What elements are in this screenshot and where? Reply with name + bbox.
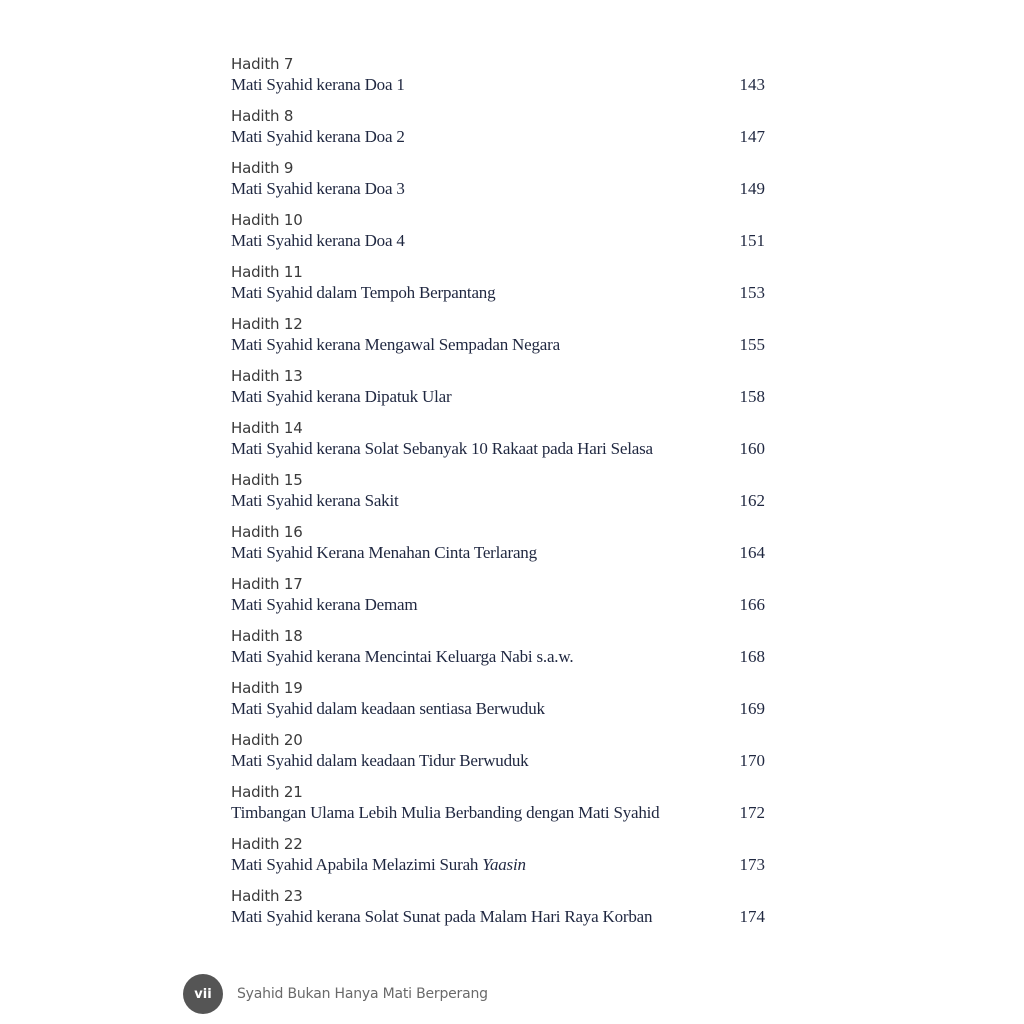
entry-title: Mati Syahid kerana Mengawal Sempadan Negara (231, 335, 560, 354)
toc-entry (231, 886, 771, 938)
entry-title: Mati Syahid kerana Doa 2 (231, 127, 405, 146)
hadith-label: Hadith 9 (231, 159, 294, 177)
toc-entry (231, 314, 771, 366)
hadith-label: Hadith 14 (231, 419, 303, 437)
toc-entry (231, 366, 771, 418)
entry-title: Mati Syahid kerana Doa 3 (231, 179, 405, 198)
toc-entry (231, 210, 771, 262)
entry-page-number: 172 (739, 803, 765, 822)
entry-page-number: 174 (739, 907, 765, 926)
entry-page-number: 147 (739, 127, 765, 146)
entry-title: Mati Syahid kerana Sakit (231, 491, 399, 510)
running-title: Syahid Bukan Hanya Mati Berperang (237, 986, 488, 1002)
entry-page-number: 162 (739, 491, 765, 510)
entry-page-number: 143 (739, 75, 765, 94)
entry-title: Mati Syahid kerana Solat Sebanyak 10 Rakaat pada Hari Selasa (231, 439, 653, 458)
toc-entry (231, 730, 771, 782)
toc-entry (231, 262, 771, 314)
entry-page-number: 164 (739, 543, 765, 562)
hadith-label: Hadith 12 (231, 315, 303, 333)
entry-page-number: 155 (739, 335, 765, 354)
entry-title: Mati Syahid kerana Dipatuk Ular (231, 387, 452, 406)
entry-title-text: Mati Syahid Apabila Melazimi Surah (231, 855, 483, 874)
entry-page-number: 168 (739, 647, 765, 666)
hadith-label: Hadith 18 (231, 627, 303, 645)
entry-title (231, 854, 526, 876)
hadith-label: Hadith 22 (231, 835, 303, 853)
toc-entry (231, 678, 771, 730)
entry-page-number: 149 (739, 179, 765, 198)
toc-entry (231, 418, 771, 470)
entry-page-number: 166 (739, 595, 765, 614)
entry-title: Mati Syahid dalam keadaan sentiasa Berwuduk (231, 699, 545, 718)
hadith-label: Hadith 20 (231, 731, 303, 749)
hadith-label: Hadith 15 (231, 471, 303, 489)
toc-entry (231, 834, 771, 886)
hadith-label: Hadith 8 (231, 107, 294, 125)
page-number-badge: vii (183, 974, 223, 1014)
entry-title: Mati Syahid kerana Doa 1 (231, 75, 405, 94)
entry-page-number: 173 (739, 855, 765, 874)
entry-page-number: 169 (739, 699, 765, 718)
toc-entry (231, 106, 771, 158)
entry-title: Mati Syahid dalam Tempoh Berpantang (231, 283, 496, 302)
hadith-label: Hadith 13 (231, 367, 303, 385)
entry-title: Mati Syahid kerana Doa 4 (231, 231, 405, 250)
entry-page-number: 153 (739, 283, 765, 302)
entry-title: Mati Syahid dalam keadaan Tidur Berwuduk (231, 751, 529, 770)
toc-entry (231, 522, 771, 574)
hadith-label: Hadith 17 (231, 575, 303, 593)
toc-entry (231, 782, 771, 834)
toc-entry (231, 54, 771, 106)
table-of-contents (231, 54, 771, 938)
entry-title: Mati Syahid kerana Mencintai Keluarga Nabi s.a.w. (231, 647, 574, 666)
entry-title: Mati Syahid kerana Demam (231, 595, 418, 614)
entry-title: Mati Syahid Kerana Menahan Cinta Terlarang (231, 543, 537, 562)
hadith-label: Hadith 7 (231, 55, 294, 73)
hadith-label: Hadith 16 (231, 523, 303, 541)
entry-page-number: 151 (739, 231, 765, 250)
entry-page-number: 170 (739, 751, 765, 770)
toc-entry (231, 158, 771, 210)
hadith-label: Hadith 10 (231, 211, 303, 229)
entry-title: Timbangan Ulama Lebih Mulia Berbanding dengan Mati Syahid (231, 803, 660, 822)
toc-entry (231, 574, 771, 626)
hadith-label: Hadith 19 (231, 679, 303, 697)
entry-title-italic: Yaasin (482, 855, 526, 874)
hadith-label: Hadith 23 (231, 887, 303, 905)
toc-entry (231, 470, 771, 522)
page-footer (183, 973, 488, 1015)
hadith-label: Hadith 11 (231, 263, 303, 281)
toc-entry (231, 626, 771, 678)
hadith-label: Hadith 21 (231, 783, 303, 801)
entry-page-number: 160 (739, 439, 765, 458)
entry-title: Mati Syahid kerana Solat Sunat pada Malam Hari Raya Korban (231, 907, 653, 926)
entry-page-number: 158 (739, 387, 765, 406)
